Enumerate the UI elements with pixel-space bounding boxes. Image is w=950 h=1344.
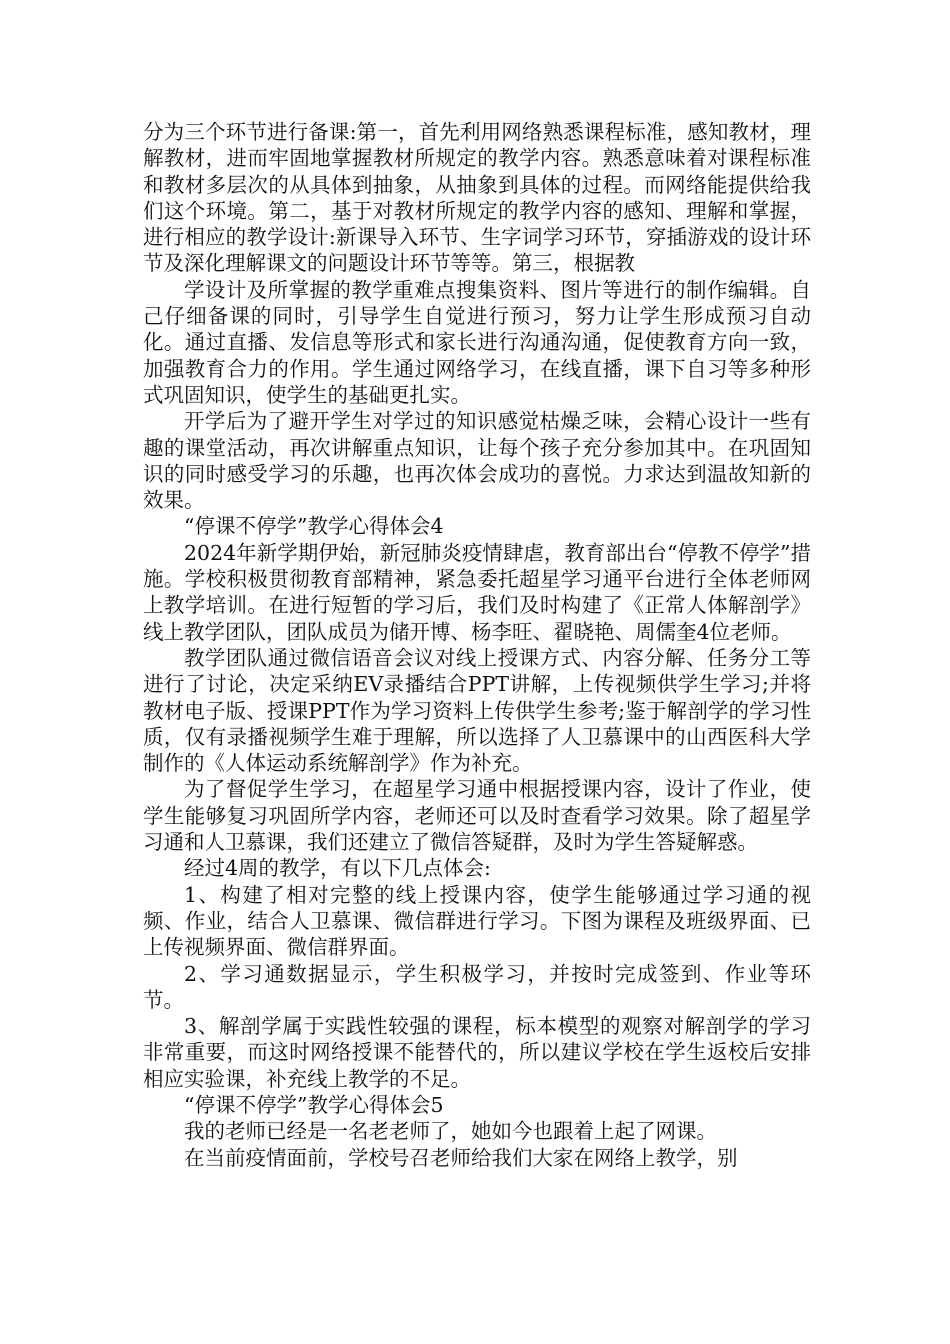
paragraph-materials: 学设计及所掌握的教学重难点搜集资料、图片等进行的制作编辑。自己仔细备课的同时，引导学生自觉进行预习，努力让学生形成预习自动化。通过直播、发信息等形式和家长进行沟通沟通，促使教育方向一致，加强教育合力的作用。学生通过网络学习，在线直播，课下自习等多种形式巩固知识，使学生的基础更扎实。	[143, 277, 811, 407]
list-item-3: 3、解剖学属于实践性较强的课程，标本模型的观察对解剖学的学习非常重要，而这时网络授课不能替代的，所以建议学校在学生返校后安排相应实验课，补充线上教学的不足。	[143, 1014, 811, 1091]
list-item-1: 1、构建了相对完整的线上授课内容，使学生能够通过学习通的视频、作业，结合人卫慕课、微信群进行学习。下图为课程及班级界面、已上传视频界面、微信群界面。	[143, 882, 811, 960]
paragraph-epidemic: 在当前疫情面前，学校号召老师给我们大家在网络上教学，别	[184, 1145, 738, 1170]
paragraph-team-discussion: 教学团队通过微信语音会议对线上授课方式、内容分解、任务分工等进行了讨论，决定采纳EV录播结合PPT讲解，上传视频供学生学习;并将教材电子版、授课PPT作为学习资料上传供学生参考;鉴于解剖学的学习性质，仅有录播视频学生难于理解，所以选择了人卫慕课中的山西医科大学制作的《人体运动系统解剖学》作为补充。	[143, 645, 811, 776]
paragraph-semester-start: 2024年新学期伊始，新冠肺炎疫情肆虐，教育部出台“停教不停学”措施。学校积极贯彻教育部精神，紧急委托超星学习通平台进行全体老师网上教学培训。在进行短暂的学习后，我们及时构建了《正常人体解剖学》线上教学团队，团队成员为储开博、杨李旺、翟晓艳、周儒奎4位老师。	[143, 540, 811, 644]
paragraph-prep-steps: 分为三个环节进行备课:第一，首先利用网络熟悉课程标准，感知教材，理解教材，进而牢固地掌握教材所规定的教学内容。熟悉意味着对课程标准和教材多层次的从具体到抽象，从抽象到具体的过程。而网络能提供给我们这个环境。第二，基于对教材所规定的教学内容的感知、理解和掌握，进行相应的教学设计:新课导入环节、生字词学习环节，穿插游戏的设计环节及深化理解课文的问题设计环节等等。第三，根据教	[143, 120, 811, 276]
section-heading-5: “停课不停学”教学心得体会5	[184, 1092, 444, 1117]
section-heading-4: “停课不停学”教学心得体会4	[184, 514, 444, 539]
paragraph-supervision: 为了督促学生学习，在超星学习通中根据授课内容，设计了作业，使学生能够复习巩固所学内容，老师还可以及时查看学习效果。除了超星学习通和人卫慕课，我们还建立了微信答疑群，及时为学生答疑解惑。	[143, 777, 811, 855]
paragraph-teacher: 我的老师已经是一名老老师了，她如今也跟着上起了网课。	[184, 1119, 717, 1144]
list-item-2: 2、学习通数据显示，学生积极学习，并按时完成签到、作业等环节。	[143, 961, 811, 1012]
document-page	[143, 119, 811, 1171]
paragraph-experience-intro: 经过4周的教学，有以下几点体会:	[184, 856, 491, 881]
paragraph-review: 开学后为了避开学生对学过的知识感觉枯燥乏味，会精心设计一些有趣的课堂活动，再次讲解重点知识，让每个孩子充分参加其中。在巩固知识的同时感受学习的乐趣，也再次体会成功的喜悦。力求达到温故知新的效果。	[143, 409, 811, 513]
